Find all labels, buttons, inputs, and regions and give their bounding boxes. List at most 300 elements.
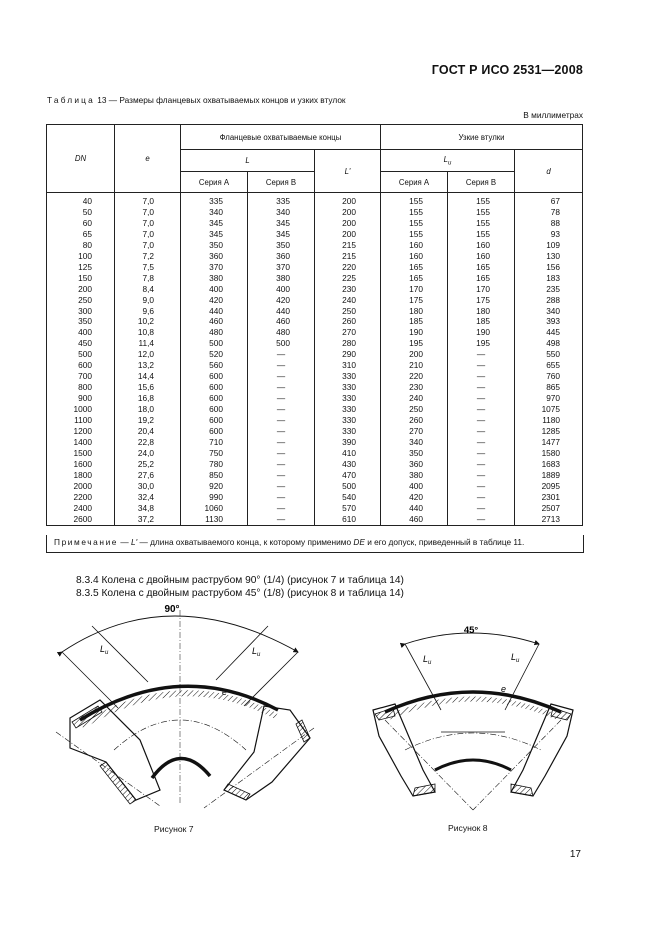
header-series-a-l: Серия А	[181, 172, 248, 193]
table-cell: 30,0	[115, 481, 181, 492]
table-cell: 440	[381, 503, 448, 514]
table-note: Примечание — L' — длина охватываемого конца, к которому применимо DE и его допуск, приведенный в таблице 11.	[46, 535, 584, 553]
table-row	[47, 360, 583, 371]
table-cell: 1060	[181, 503, 248, 514]
fig7-e-label: e	[222, 687, 228, 697]
table-cell: 24,0	[115, 448, 181, 459]
table-cell: —	[448, 437, 515, 448]
table-cell: 25,2	[115, 459, 181, 470]
table-cell: —	[448, 448, 515, 459]
table-cell: 500	[315, 481, 381, 492]
fig8-lu-right: $L_u$	[511, 652, 520, 664]
standard-header: ГОСТ Р ИСО 2531—2008	[431, 63, 583, 77]
table-row	[47, 437, 583, 448]
table-cell: 470	[315, 470, 381, 481]
table-cell: 450	[47, 338, 115, 349]
table-cell: 155	[448, 218, 515, 229]
table-cell: —	[248, 470, 315, 481]
header-series-a-lu: Серия А	[381, 172, 448, 193]
header-l-prime: L'	[315, 150, 381, 193]
table-cell: 700	[47, 371, 115, 382]
table-cell: 250	[47, 295, 115, 306]
table-cell: —	[448, 360, 515, 371]
table-cell: 330	[315, 371, 381, 382]
table-cell: 1683	[515, 459, 583, 470]
table-cell: 350	[47, 316, 115, 327]
table-row	[47, 426, 583, 437]
table-cell: 330	[315, 404, 381, 415]
table-cell: 15,6	[115, 382, 181, 393]
table-cell: 240	[315, 295, 381, 306]
table-cell: 175	[381, 295, 448, 306]
fig7-lu-left: $L_u$	[100, 644, 109, 656]
table-cell: 360	[381, 459, 448, 470]
table-cell: 215	[315, 240, 381, 251]
table-cell: —	[248, 437, 315, 448]
table-cell: 14,4	[115, 371, 181, 382]
table-cell: 560	[181, 360, 248, 371]
table-cell: 390	[315, 437, 381, 448]
note-prefix: Примечание	[54, 537, 119, 547]
table-title	[47, 95, 346, 105]
table-cell: —	[448, 404, 515, 415]
table-cell: 370	[248, 262, 315, 273]
table-cell: 270	[315, 327, 381, 338]
table-cell: 34,8	[115, 503, 181, 514]
page-number: 17	[569, 849, 581, 860]
table-cell: 7,2	[115, 251, 181, 262]
table-cell: 155	[381, 193, 448, 207]
table-cell: 8,4	[115, 284, 181, 295]
table-cell: 340	[515, 306, 583, 317]
table-row	[47, 207, 583, 218]
table-cell: —	[448, 470, 515, 481]
table-cell: 480	[181, 327, 248, 338]
table-cell: 330	[315, 393, 381, 404]
table-cell: 220	[381, 371, 448, 382]
table-cell: 200	[315, 193, 381, 207]
table-cell: 2600	[47, 514, 115, 525]
table-cell: 300	[47, 306, 115, 317]
table-cell: 570	[315, 503, 381, 514]
fig7-angle-label: 90°	[164, 604, 180, 615]
table-cell: 345	[181, 218, 248, 229]
table-cell: 100	[47, 251, 115, 262]
table-cell: 350	[248, 240, 315, 251]
table-row	[47, 448, 583, 459]
table-cell: 165	[448, 273, 515, 284]
table-cell: 40	[47, 193, 115, 207]
table-cell: 210	[381, 360, 448, 371]
table-cell: 360	[248, 251, 315, 262]
table-cell: 10,8	[115, 327, 181, 338]
table-cell: 183	[515, 273, 583, 284]
table-cell: 850	[181, 470, 248, 481]
table-cell: 180	[381, 306, 448, 317]
table-cell: 50	[47, 207, 115, 218]
header-dn: DN	[47, 125, 115, 193]
table-cell: 380	[248, 273, 315, 284]
table-cell: 12,0	[115, 349, 181, 360]
table-cell: 498	[515, 338, 583, 349]
table-cell: 600	[181, 404, 248, 415]
table-cell: 335	[181, 193, 248, 207]
table-row	[47, 371, 583, 382]
table-cell: 11,4	[115, 338, 181, 349]
table-cell: 310	[315, 360, 381, 371]
table-cell: 195	[448, 338, 515, 349]
table-cell: 185	[448, 316, 515, 327]
table-cell: 7,5	[115, 262, 181, 273]
table-cell: 7,0	[115, 229, 181, 240]
table-cell: 345	[248, 218, 315, 229]
table-cell: 230	[381, 382, 448, 393]
table-cell: 260	[381, 415, 448, 426]
table-cell: 7,0	[115, 218, 181, 229]
figure-7-caption: Рисунок 7	[154, 824, 194, 834]
table-cell: 18,0	[115, 404, 181, 415]
table-cell: 1889	[515, 470, 583, 481]
table-cell: 250	[315, 306, 381, 317]
table-cell: 760	[515, 371, 583, 382]
table-row	[47, 295, 583, 306]
table-row	[47, 316, 583, 327]
table-cell: 288	[515, 295, 583, 306]
table-cell: —	[248, 382, 315, 393]
clause-8-3-4: 8.3.4 Колена с двойным раструбом 90° (1/4) (рисунок 7 и таблица 14)	[76, 575, 404, 586]
table-row	[47, 382, 583, 393]
table-cell: 1285	[515, 426, 583, 437]
table-cell: 150	[47, 273, 115, 284]
table-row	[47, 492, 583, 503]
table-row	[47, 481, 583, 492]
table-cell: 920	[181, 481, 248, 492]
table-row	[47, 404, 583, 415]
table-row	[47, 284, 583, 295]
table-cell: 170	[448, 284, 515, 295]
dimensions-table	[46, 124, 583, 526]
table-row	[47, 240, 583, 251]
header-e: e	[115, 125, 181, 193]
table-cell: 9,6	[115, 306, 181, 317]
table-cell: 7,0	[115, 207, 181, 218]
table-cell: 2095	[515, 481, 583, 492]
table-cell: 400	[181, 284, 248, 295]
header-flanged-spigots: Фланцевые охватываемые концы	[181, 125, 381, 150]
header-lu	[381, 150, 515, 172]
table-cell: 780	[181, 459, 248, 470]
figure-8-caption: Рисунок 8	[448, 823, 488, 833]
table-cell: 750	[181, 448, 248, 459]
header-series-b-l: Серия В	[248, 172, 315, 193]
table-cell: 200	[315, 229, 381, 240]
table-cell: 190	[448, 327, 515, 338]
table-cell: 1200	[47, 426, 115, 437]
table-cell: 400	[381, 481, 448, 492]
table-cell: 330	[315, 415, 381, 426]
table-cell: 19,2	[115, 415, 181, 426]
table-cell: —	[448, 481, 515, 492]
table-cell: 88	[515, 218, 583, 229]
table-cell: 200	[47, 284, 115, 295]
header-series-b-lu: Серия В	[448, 172, 515, 193]
table-cell: 500	[47, 349, 115, 360]
table-cell: —	[448, 415, 515, 426]
table-cell: 420	[248, 295, 315, 306]
table-body	[47, 193, 583, 526]
table-cell: 109	[515, 240, 583, 251]
table-cell: 970	[515, 393, 583, 404]
table-cell: 330	[315, 382, 381, 393]
table-cell: 710	[181, 437, 248, 448]
table-cell: 22,8	[115, 437, 181, 448]
table-cell: 330	[315, 426, 381, 437]
table-cell: —	[448, 382, 515, 393]
fig8-angle-label: 45°	[463, 625, 479, 636]
table-cell: 350	[381, 448, 448, 459]
table-cell: 7,8	[115, 273, 181, 284]
table-cell: 1000	[47, 404, 115, 415]
table-cell: 93	[515, 229, 583, 240]
table-cell: 200	[381, 349, 448, 360]
table-cell: 990	[181, 492, 248, 503]
table-cell: 460	[381, 514, 448, 525]
table-cell: 165	[448, 262, 515, 273]
table-cell: 500	[248, 338, 315, 349]
table-cell: 340	[381, 437, 448, 448]
table-cell: —	[248, 360, 315, 371]
table-cell: 440	[181, 306, 248, 317]
table-cell: —	[248, 404, 315, 415]
table-cell: 1477	[515, 437, 583, 448]
table-cell: 240	[381, 393, 448, 404]
table-cell: 2000	[47, 481, 115, 492]
table-cell: —	[248, 481, 315, 492]
table-cell: 480	[248, 327, 315, 338]
fig7-lu-right: $L_u$	[252, 646, 261, 658]
table-cell: 13,2	[115, 360, 181, 371]
table-cell: 195	[381, 338, 448, 349]
table-cell: 600	[181, 382, 248, 393]
table-cell: 155	[381, 229, 448, 240]
table-cell: 2713	[515, 514, 583, 525]
table-cell: 1180	[515, 415, 583, 426]
table-row	[47, 393, 583, 404]
table-cell: 900	[47, 393, 115, 404]
table-cell: 60	[47, 218, 115, 229]
table-cell: 27,6	[115, 470, 181, 481]
table-cell: 1800	[47, 470, 115, 481]
table-cell: 335	[248, 193, 315, 207]
table-cell: 430	[315, 459, 381, 470]
table-cell: —	[248, 492, 315, 503]
table-cell: 280	[315, 338, 381, 349]
table-cell: 130	[515, 251, 583, 262]
table-cell: 440	[248, 306, 315, 317]
table-cell: 1100	[47, 415, 115, 426]
header-lu-sub: u	[448, 160, 452, 167]
table-cell: —	[448, 459, 515, 470]
table-cell: —	[448, 393, 515, 404]
table-cell: —	[448, 514, 515, 525]
table-cell: 800	[47, 382, 115, 393]
table-cell: —	[448, 426, 515, 437]
table-cell: 185	[381, 316, 448, 327]
table-cell: 400	[47, 327, 115, 338]
table-cell: 160	[448, 251, 515, 262]
fig8-lu-left: $L_u$	[423, 654, 432, 666]
fig8-e-label: e	[501, 684, 507, 694]
table-cell: 610	[315, 514, 381, 525]
table-cell: 460	[181, 316, 248, 327]
table-cell: 345	[181, 229, 248, 240]
table-cell: 370	[181, 262, 248, 273]
table-cell: 156	[515, 262, 583, 273]
table-cell: 200	[315, 207, 381, 218]
figure-8-bend-45	[365, 620, 580, 816]
table-cell: 1500	[47, 448, 115, 459]
table-cell: —	[248, 459, 315, 470]
table-row	[47, 470, 583, 481]
table-cell: 340	[248, 207, 315, 218]
table-cell: 78	[515, 207, 583, 218]
table-cell: 600	[181, 393, 248, 404]
table-cell: —	[248, 448, 315, 459]
table-row	[47, 306, 583, 317]
table-cell: 393	[515, 316, 583, 327]
table-cell: 600	[47, 360, 115, 371]
table-cell: —	[248, 371, 315, 382]
table-title-prefix: Таблица	[47, 95, 95, 105]
table-cell: 125	[47, 262, 115, 273]
clause-8-3-5: 8.3.5 Колена с двойным раструбом 45° (1/8) (рисунок 8 и таблица 14)	[76, 588, 404, 599]
header-lu-base: L	[443, 154, 449, 164]
table-cell: 380	[181, 273, 248, 284]
table-cell: 550	[515, 349, 583, 360]
table-cell: 180	[448, 306, 515, 317]
table-cell: 175	[448, 295, 515, 306]
table-cell: 67	[515, 193, 583, 207]
units-label: В миллиметрах	[523, 110, 583, 120]
table-cell: —	[448, 349, 515, 360]
table-row	[47, 349, 583, 360]
header-narrow-sockets: Узкие втулки	[381, 125, 583, 150]
table-cell: 380	[381, 470, 448, 481]
table-cell: 165	[381, 262, 448, 273]
table-cell: —	[248, 514, 315, 525]
table-cell: 340	[181, 207, 248, 218]
table-cell: 32,4	[115, 492, 181, 503]
table-cell: 10,2	[115, 316, 181, 327]
table-cell: 2400	[47, 503, 115, 514]
table-cell: 460	[248, 316, 315, 327]
table-cell: 540	[315, 492, 381, 503]
table-row	[47, 229, 583, 240]
table-cell: 260	[315, 316, 381, 327]
table-cell: 410	[315, 448, 381, 459]
table-cell: —	[448, 371, 515, 382]
table-cell: 155	[381, 218, 448, 229]
table-cell: 155	[448, 193, 515, 207]
table-cell: 16,8	[115, 393, 181, 404]
table-cell: 165	[381, 273, 448, 284]
table-cell: 1600	[47, 459, 115, 470]
table-cell: 520	[181, 349, 248, 360]
table-cell: 2200	[47, 492, 115, 503]
table-cell: 1130	[181, 514, 248, 525]
table-cell: 420	[181, 295, 248, 306]
table-cell: 190	[381, 327, 448, 338]
table-cell: 420	[381, 492, 448, 503]
table-cell: 865	[515, 382, 583, 393]
table-row	[47, 459, 583, 470]
table-cell: 1075	[515, 404, 583, 415]
table-cell: 155	[381, 207, 448, 218]
table-cell: —	[248, 426, 315, 437]
table-cell: 160	[448, 240, 515, 251]
table-cell: 160	[381, 251, 448, 262]
table-row	[47, 193, 583, 207]
table-cell: 225	[315, 273, 381, 284]
table-cell: 7,0	[115, 193, 181, 207]
table-cell: —	[248, 393, 315, 404]
table-cell: 600	[181, 426, 248, 437]
table-cell: 65	[47, 229, 115, 240]
table-cell: 220	[315, 262, 381, 273]
table-cell: 600	[181, 415, 248, 426]
table-cell: 600	[181, 371, 248, 382]
table-cell: 7,0	[115, 240, 181, 251]
table-title-text: 13 — Размеры фланцевых охватываемых концов и узких втулок	[94, 95, 346, 105]
table-row	[47, 262, 583, 273]
table-cell: 9,0	[115, 295, 181, 306]
table-row	[47, 514, 583, 525]
table-cell: 270	[381, 426, 448, 437]
table-cell: 360	[181, 251, 248, 262]
table-cell: 200	[315, 218, 381, 229]
table-cell: 445	[515, 327, 583, 338]
table-cell: 655	[515, 360, 583, 371]
table-cell: —	[248, 349, 315, 360]
table-cell: 2507	[515, 503, 583, 514]
table-cell: 160	[381, 240, 448, 251]
table-row	[47, 327, 583, 338]
table-cell: 1400	[47, 437, 115, 448]
table-cell: 250	[381, 404, 448, 415]
table-cell: 215	[315, 251, 381, 262]
table-row	[47, 273, 583, 284]
header-d: d	[515, 150, 583, 193]
table-cell: —	[248, 415, 315, 426]
table-cell: 155	[448, 229, 515, 240]
table-cell: 290	[315, 349, 381, 360]
table-cell: 80	[47, 240, 115, 251]
table-cell: 235	[515, 284, 583, 295]
table-cell: 170	[381, 284, 448, 295]
table-cell: 2301	[515, 492, 583, 503]
table-cell: 500	[181, 338, 248, 349]
table-row	[47, 218, 583, 229]
table-cell: 230	[315, 284, 381, 295]
table-cell: 155	[448, 207, 515, 218]
table-cell: 345	[248, 229, 315, 240]
table-cell: —	[448, 503, 515, 514]
table-cell: 350	[181, 240, 248, 251]
table-cell: 400	[248, 284, 315, 295]
table-cell: —	[448, 492, 515, 503]
header-l: L	[181, 150, 315, 172]
table-row	[47, 338, 583, 349]
